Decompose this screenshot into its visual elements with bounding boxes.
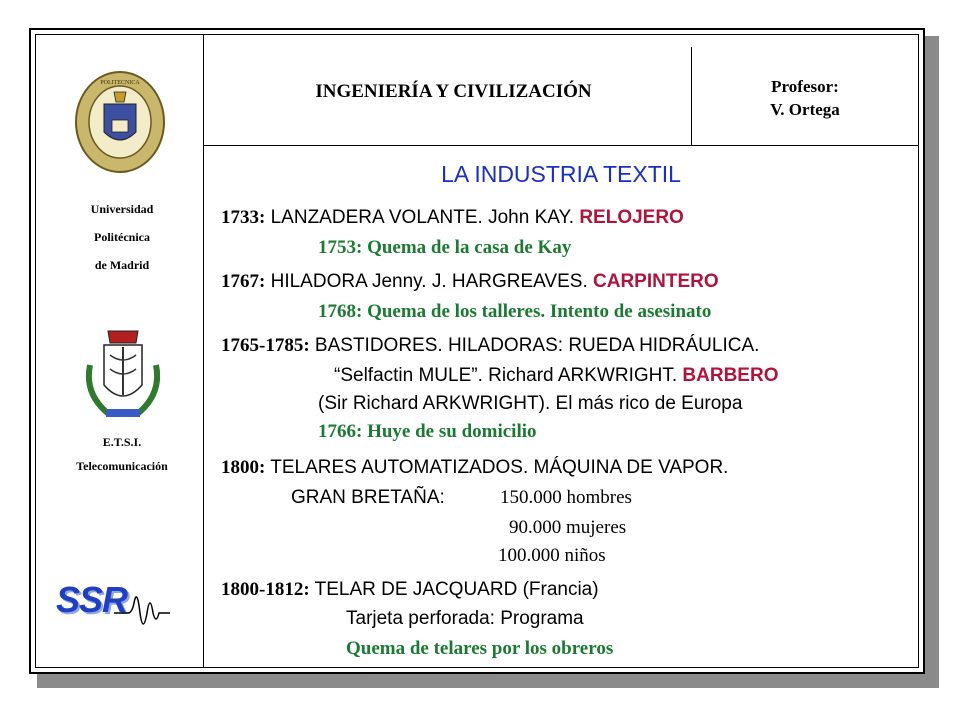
entry-1800-1812-line1: 1800-1812: TELAR DE JACQUARD (Francia) <box>221 579 599 600</box>
entry-1800-1812-line2: Tarjeta perforada: Programa <box>346 608 584 629</box>
header-divider <box>203 145 918 146</box>
signal-wave-icon <box>114 583 194 633</box>
entry-1765-line1: 1765-1785: BASTIDORES. HILADORAS: RUEDA HIDRÁULICA. <box>221 335 760 356</box>
ssr-logo-text: SSR <box>56 579 128 620</box>
professor-label: Profesor: <box>771 77 839 96</box>
upm-seal-logo <box>74 70 166 174</box>
section-heading: LA INDUSTRIA TEXTIL <box>441 161 681 187</box>
entry-1765-line2: “Selfactin MULE”. Richard ARKWRIGHT. BARBERO <box>334 365 779 386</box>
slide-frame <box>29 28 925 674</box>
ssr-logo <box>54 575 194 645</box>
entry-1800-stat-men: 150.000 hombres <box>500 487 632 508</box>
entry-1733-line1: 1733: LANZADERA VOLANTE. John KAY. RELOJERO <box>221 207 684 228</box>
entry-1800-stat-children: 100.000 niños <box>498 545 606 566</box>
slide-inner-border <box>35 34 919 668</box>
entry-1767-line1: 1767: HILADORA Jenny. J. HARGREAVES. CARPINTERO <box>221 271 719 292</box>
entry-1767-event: 1768: Quema de los talleres. Intento de asesinato <box>318 301 712 322</box>
etsi-crest-logo <box>80 325 166 421</box>
entry-1800-line1: 1800: TELARES AUTOMATIZADOS. MÁQUINA DE VAPOR. <box>221 457 729 478</box>
course-title: INGENIERÍA Y CIVILIZACIÓN <box>315 81 592 102</box>
professor-block <box>700 75 910 121</box>
entry-1800-label: GRAN BRETAÑA: <box>291 487 445 508</box>
entry-1800-1812-event: Quema de telares por los obreros <box>346 638 614 659</box>
professor-name: V. Ortega <box>770 100 840 119</box>
entry-1800-stat-women: 90.000 mujeres <box>509 517 627 538</box>
sidebar-divider <box>203 35 204 667</box>
svg-text:POLITECNICA: POLITECNICA <box>100 80 140 86</box>
university-name: Universidad Politécnica de Madrid <box>90 202 154 272</box>
entry-1733-event: 1753: Quema de la casa de Kay <box>318 237 572 258</box>
entry-1765-line3: (Sir Richard ARKWRIGHT). El más rico de Europa <box>318 393 743 414</box>
entry-1765-event: 1766: Huye de su domicilio <box>318 421 537 442</box>
school-name: E.T.S.I. Telecomunicación <box>76 435 168 473</box>
